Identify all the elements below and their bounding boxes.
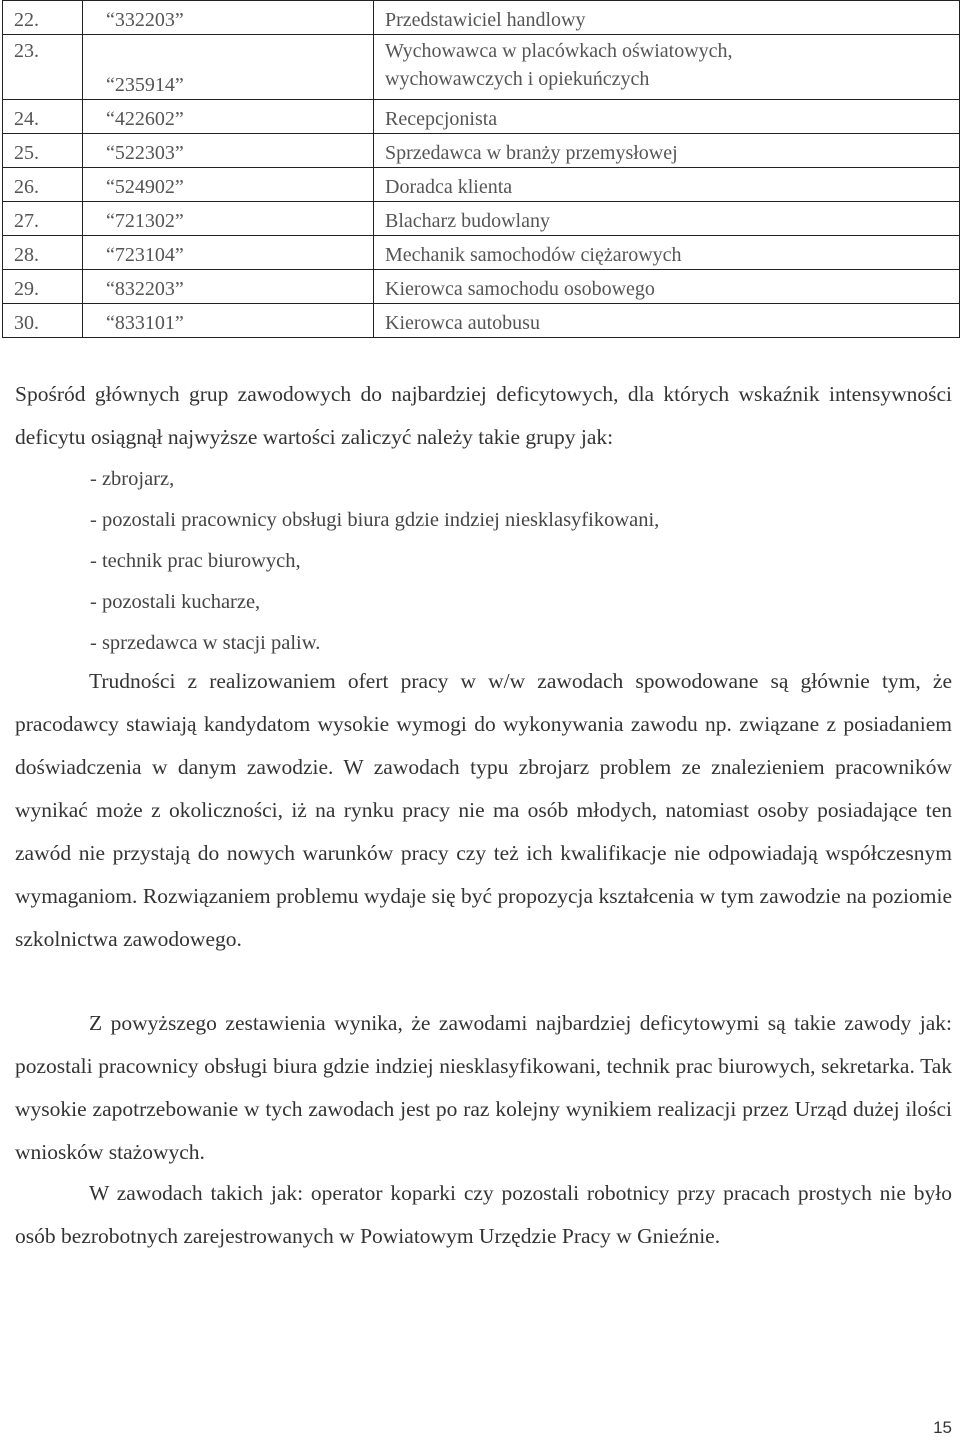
list-item: - zbrojarz,	[90, 468, 175, 490]
row-number: 29.	[3, 270, 83, 304]
occupation-code: “723104”	[83, 236, 374, 270]
intro-paragraph: Spośród głównych grup zawodowych do najbardziej deficytowych, dla których wskaźnik intensywności deficytu osiągnął najwyższe wartości zaliczyć należy takie grupy jak:	[15, 382, 952, 449]
occupation-name: Blacharz budowlany	[374, 202, 960, 236]
page-number: 15	[933, 1418, 952, 1437]
table-row	[3, 202, 960, 236]
occupation-name	[374, 35, 960, 100]
occupation-name: Doradca klienta	[374, 168, 960, 202]
table-row	[3, 270, 960, 304]
occupation-name: Kierowca samochodu osobowego	[374, 270, 960, 304]
deficit-occupation-list	[90, 459, 659, 664]
occupation-name: Przedstawiciel handlowy	[374, 1, 960, 35]
occupation-name: Kierowca autobusu	[374, 304, 960, 338]
occupation-code: “721302”	[83, 202, 374, 236]
row-number: 24.	[3, 100, 83, 134]
table-row	[3, 134, 960, 168]
list-item: - sprzedawca w stacji paliw.	[90, 632, 321, 654]
occupation-code: “422602”	[83, 100, 374, 134]
row-number: 22.	[3, 1, 83, 35]
occupation-code: “332203”	[83, 1, 374, 35]
occupation-name: Sprzedawca w branży przemysłowej	[374, 134, 960, 168]
row-number: 26.	[3, 168, 83, 202]
occupation-table	[2, 0, 960, 338]
closing-paragraph: W zawodach takich jak: operator koparki czy pozostali robotnicy przy pracach prostych nie było osób bezrobotnych zarejestrowanych w Powiatowym Urzędzie Pracy w Gnieźnie.	[15, 1181, 952, 1248]
table-row	[3, 304, 960, 338]
row-number: 28.	[3, 236, 83, 270]
table-row	[3, 236, 960, 270]
occupation-code: “522303”	[83, 134, 374, 168]
table-row	[3, 168, 960, 202]
row-number: 30.	[3, 304, 83, 338]
row-number: 23.	[3, 35, 83, 100]
occupation-code: “833101”	[83, 304, 374, 338]
list-item: - pozostali kucharze,	[90, 591, 261, 613]
row-number: 25.	[3, 134, 83, 168]
occupation-code: “235914”	[83, 35, 374, 100]
difficulties-paragraph: Trudności z realizowaniem ofert pracy w w/w zawodach spowodowane są głównie tym, że pracodawcy stawiają kandydatom wysokie wymogi do wykonywania zawodu np. związane z posiadaniem doświadczenia w danym zawodzie. W zawodach typu zbrojarz problem ze znalezieniem pracowników wynikać może z okoliczności, iż na rynku pracy nie ma osób młodych, natomiast osoby posiadające ten zawód nie przystają do nowych warunków pracy czy też ich kwalifikacje nie odpowiadają współczesnym wymaganiom. Rozwiązaniem problemu wydaje się być propozycja kształcenia w tym zawodzie na poziomie szkolnictwa zawodowego.	[15, 669, 952, 951]
occupation-name-line: wychowawczych i opiekuńczych	[385, 68, 650, 90]
occupation-name: Recepcjonista	[374, 100, 960, 134]
occupation-code: “524902”	[83, 168, 374, 202]
occupation-name-line: Wychowawca w placówkach oświatowych,	[385, 40, 733, 62]
table-row	[3, 35, 960, 100]
summary-paragraph: Z powyższego zestawienia wynika, że zawodami najbardziej deficytowymi są takie zawody jak: pozostali pracownicy obsługi biura gdzie indziej niesklasyfikowani, technik prac biurowych, sekretarka. Tak wysokie zapotrzebowanie w tych zawodach jest po raz kolejny wynikiem realizacji przez Urząd dużej ilości wniosków stażowych.	[15, 1011, 952, 1164]
list-item: - pozostali pracownicy obsługi biura gdzie indziej niesklasyfikowani,	[90, 509, 660, 531]
occupation-name: Mechanik samochodów ciężarowych	[374, 236, 960, 270]
table-row	[3, 100, 960, 134]
occupation-code: “832203”	[83, 270, 374, 304]
row-number: 27.	[3, 202, 83, 236]
list-item: - technik prac biurowych,	[90, 550, 301, 572]
table-row	[3, 1, 960, 35]
